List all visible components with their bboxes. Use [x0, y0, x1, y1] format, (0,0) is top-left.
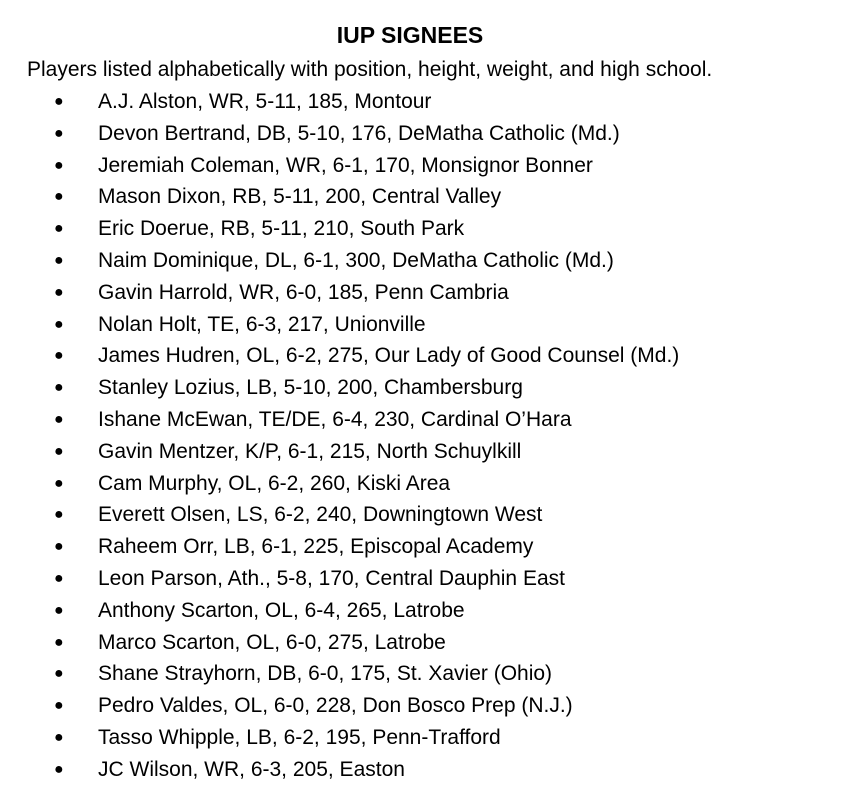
player-entry-text: Gavin Harrold, WR, 6-0, 185, Penn Cambria	[98, 280, 509, 304]
player-entry-text: Pedro Valdes, OL, 6-0, 228, Don Bosco Prep (N.J.)	[98, 694, 573, 718]
player-entry-text: Raheem Orr, LB, 6-1, 225, Episcopal Academy	[98, 535, 534, 559]
bullet-icon: ●	[54, 633, 64, 651]
player-entry-text: A.J. Alston, WR, 5-11, 185, Montour	[98, 90, 432, 113]
player-entry-text: James Hudren, OL, 6-2, 275, Our Lady of Good Counsel (Md.)	[98, 344, 680, 368]
player-entry-text: Devon Bertrand, DB, 5-10, 176, DeMatha Catholic (Md.)	[98, 121, 620, 145]
player-entry-text: Naim Dominique, DL, 6-1, 300, DeMatha Catholic (Md.)	[98, 248, 614, 272]
player-entry-text: Cam Murphy, OL, 6-2, 260, Kiski Area	[98, 471, 451, 495]
player-entry-text: Eric Doerue, RB, 5-11, 210, South Park	[98, 217, 465, 241]
bullet-icon: ●	[54, 601, 64, 619]
bullet-icon: ●	[54, 506, 64, 524]
page-title: IUP SIGNEES	[336, 22, 484, 48]
bullet-icon: ●	[54, 315, 64, 333]
bullet-icon: ●	[54, 220, 64, 238]
bullet-icon: ●	[54, 760, 64, 778]
player-entry-text: JC Wilson, WR, 6-3, 205, Easton	[98, 757, 405, 781]
player-entry-text: Stanley Lozius, LB, 5-10, 200, Chambersburg	[98, 376, 523, 400]
bullet-icon: ●	[54, 347, 64, 365]
player-entry-text: Nolan Holt, TE, 6-3, 217, Unionville	[98, 312, 426, 336]
bullet-icon: ●	[54, 410, 64, 428]
bullet-icon: ●	[54, 442, 64, 460]
player-entry-text: Anthony Scarton, OL, 6-4, 265, Latrobe	[98, 598, 465, 622]
player-entry-text: Gavin Mentzer, K/P, 6-1, 215, North Schuylkill	[98, 439, 522, 463]
bullet-icon: ●	[54, 124, 64, 142]
bullet-icon: ●	[54, 379, 64, 397]
player-entry-text: Leon Parson, Ath., 5-8, 170, Central Dauphin East	[98, 566, 565, 590]
bullet-icon: ●	[54, 188, 64, 206]
player-entry-text: Mason Dixon, RB, 5-11, 200, Central Valley	[98, 185, 502, 209]
player-entry-text: Jeremiah Coleman, WR, 6-1, 170, Monsignor Bonner	[98, 153, 593, 177]
bullet-icon: ●	[54, 93, 64, 110]
bullet-icon: ●	[54, 251, 64, 269]
player-entry-text: Everett Olsen, LS, 6-2, 240, Downingtown West	[98, 503, 543, 527]
bullet-icon: ●	[54, 728, 64, 746]
bullet-icon: ●	[54, 697, 64, 715]
player-entry-text: Tasso Whipple, LB, 6-2, 195, Penn-Trafford	[98, 725, 501, 749]
player-entry-text: Shane Strayhorn, DB, 6-0, 175, St. Xavier (Ohio)	[98, 662, 553, 686]
page-subtitle: Players listed alphabetically with position, height, weight, and high school.	[27, 58, 713, 81]
player-entry-text: Marco Scarton, OL, 6-0, 275, Latrobe	[98, 630, 446, 654]
bullet-icon: ●	[54, 156, 64, 174]
bullet-icon: ●	[54, 569, 64, 587]
bullet-icon: ●	[54, 474, 64, 492]
bullet-icon: ●	[54, 283, 64, 301]
bullet-icon: ●	[54, 665, 64, 683]
bullet-icon: ●	[54, 538, 64, 556]
player-entry-text: Ishane McEwan, TE/DE, 6-4, 230, Cardinal O’Hara	[98, 407, 572, 431]
